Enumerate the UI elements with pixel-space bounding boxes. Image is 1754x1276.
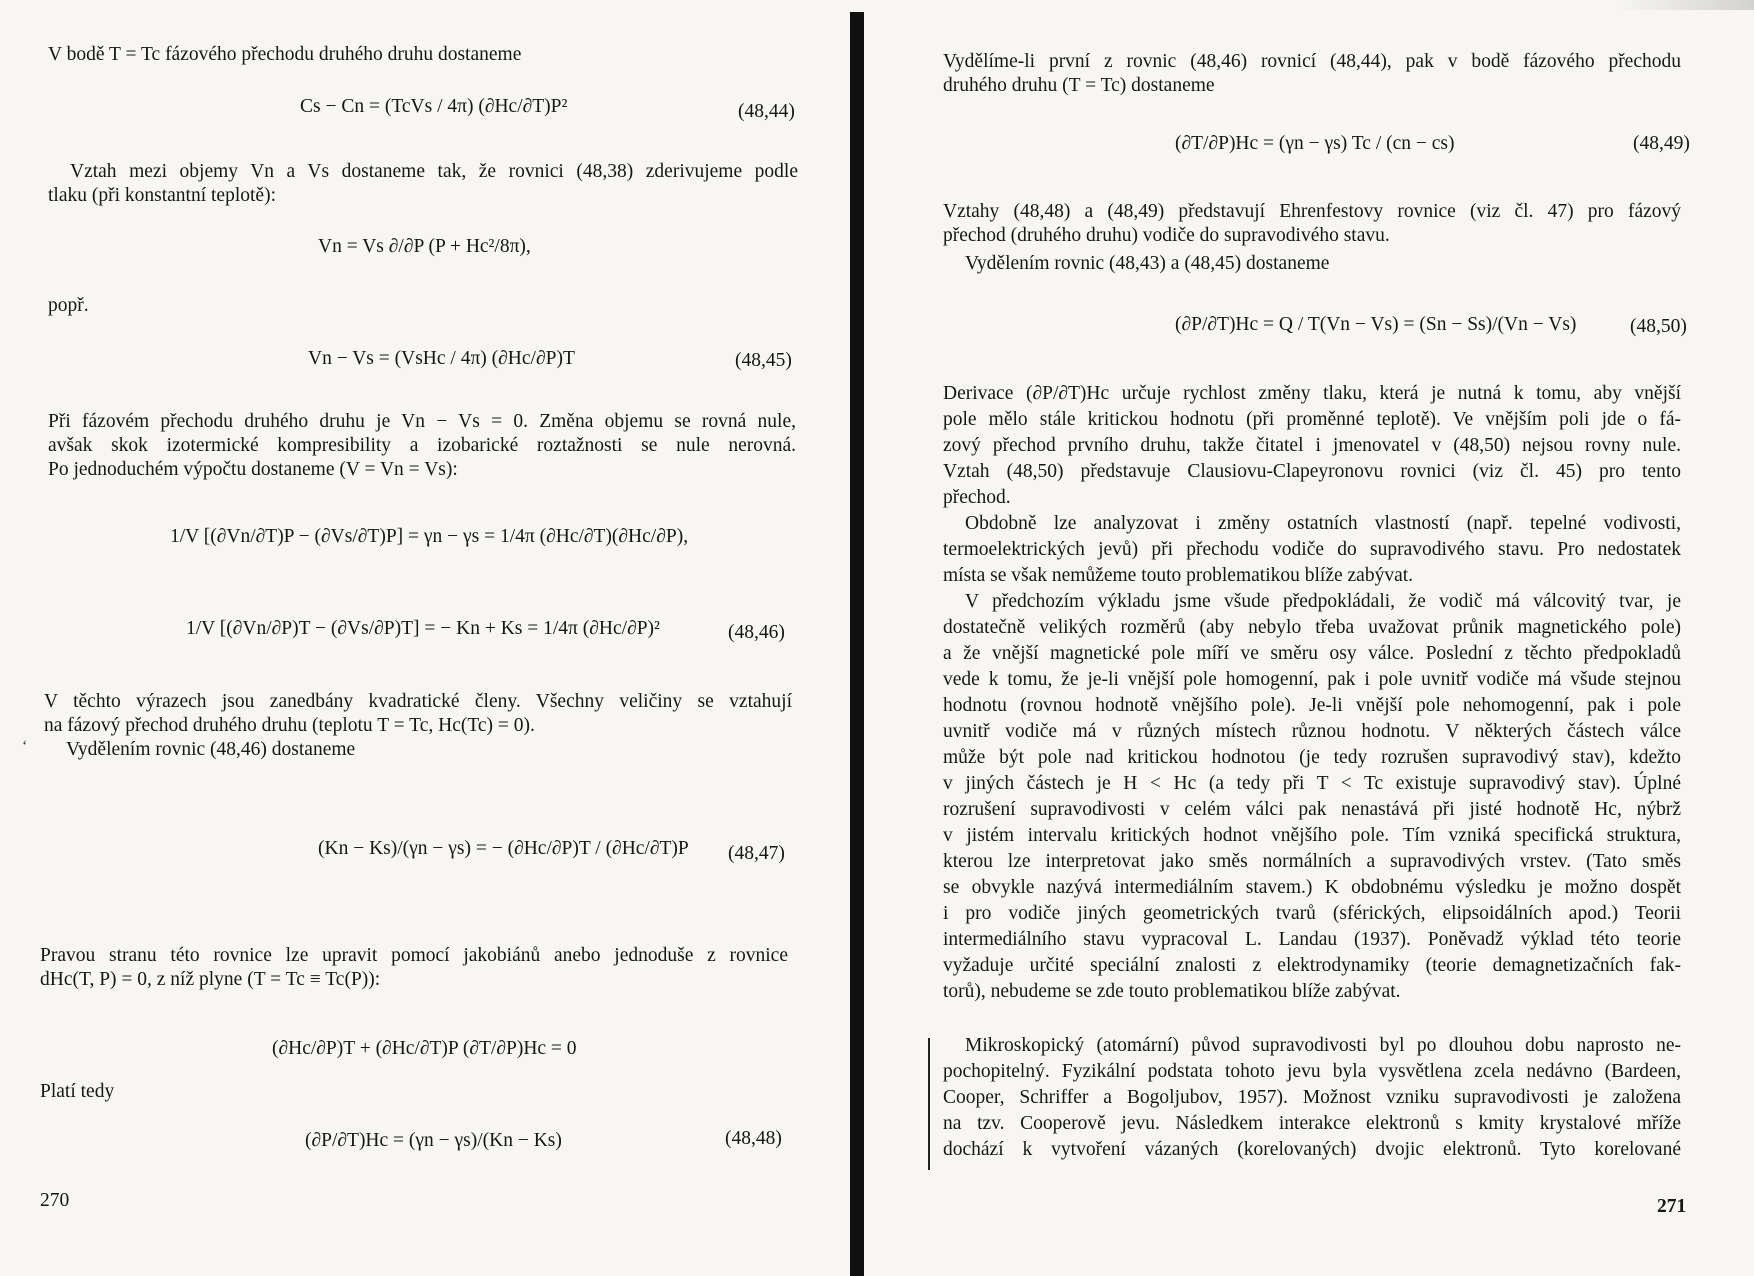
text-line: rozrušení supravodivosti v celém válci pak nenastává při jisté hodnotě Hc, nýbrž — [943, 799, 1681, 820]
equation-number: (48,46) — [728, 622, 785, 643]
text-line: i pro vodiče jiných geometrických tvarů (sférických, elipsoidálních apod.) Teorii — [943, 903, 1681, 924]
text-line: vyžaduje určité speciální znalosti z elektrodynamiky (teorie demagnetizačních fak- — [943, 955, 1681, 976]
text-line: na fázový přechod druhého druhu (teplotu T = Tc, Hc(Tc) = 0). — [44, 715, 535, 736]
equation: Vn = Vs ∂/∂P (P + Hc²/8π), — [318, 236, 531, 257]
text-line: přechod. — [943, 487, 1011, 508]
text-line: Vydělíme-li první z rovnic (48,46) rovnicí (48,44), pak v bodě fázového přechodu — [943, 51, 1681, 72]
equation-48-44: Cs − Cn = (TcVs / 4π) (∂Hc/∂T)P² — [300, 96, 568, 117]
text-line: V těchto výrazech jsou zanedbány kvadratické členy. Všechny veličiny se vztahují — [44, 691, 792, 712]
equation-number: (48,49) — [1633, 133, 1690, 154]
text-line: Po jednoduchém výpočtu dostaneme (V = Vn = Vs): — [48, 459, 458, 480]
margin-mark: ‘ — [22, 738, 28, 755]
equation-number: (48,47) — [728, 843, 785, 864]
text-line: dostatečně velikých rozměrů (aby nebylo třeba uvažovat průnik magnetického pole) — [943, 617, 1681, 638]
text-line: intermediálního stavu vypracoval L. Landau (1937). Poněvadž výklad této teorie — [943, 929, 1681, 950]
right-page — [875, 0, 1754, 1276]
text-line: pochopitelný. Fyzikální podstata tohoto jevu byla vysvětlena zcela nedávno (Bardeen, — [943, 1061, 1681, 1082]
text-line: Vztah (48,50) představuje Clausiovu-Clapeyronovu rovnici (viz čl. 45) pro tento — [943, 461, 1681, 482]
equation-48-45: Vn − Vs = (VsHc / 4π) (∂Hc/∂P)T — [308, 348, 575, 369]
text-line: kterou lze interpretovat jako směs normálních a supravodivých vrstev. (Tato směs — [943, 851, 1681, 872]
equation-48-49: (∂T/∂P)Hc = (γn − γs) Tc / (cn − cs) — [1175, 133, 1455, 154]
margin-bar — [928, 1038, 930, 1170]
text-line: Cooper, Schriffer a Bogoljubov, 1957). Možnost vzniku supravodivosti je založena — [943, 1087, 1681, 1108]
equation-48-46: 1/V [(∂Vn/∂P)T − (∂Vs/∂P)T] = − Kn + Ks = 1/4π (∂Hc/∂P)² — [186, 618, 660, 639]
equation-48-47: (Kn − Ks)/(γn − γs) = − (∂Hc/∂P)T / (∂Hc/∂T)P — [318, 838, 689, 859]
text-line: tlaku (při konstantní teplotě): — [48, 185, 276, 206]
text-line: V předchozím výkladu jsme všude předpokládali, že vodič má válcovitý tvar, je — [965, 591, 1681, 612]
equation-number: (48,45) — [735, 350, 792, 371]
text-line: Mikroskopický (atomární) původ supravodivosti byl po dlouhou dobu naprosto ne- — [965, 1035, 1681, 1056]
text-line: dochází k vytvoření vázaných (korelovaných) dvojic elektronů. Tyto korelované — [943, 1139, 1681, 1160]
text-line: v jistém intervalu kritických hodnot vnějšího pole. Tím vzniká specifická struktura, — [943, 825, 1681, 846]
page-number: 270 — [40, 1190, 70, 1211]
text-line: místa se však nemůžeme touto problematikou blíže zabývat. — [943, 565, 1414, 586]
equation-number: (48,44) — [738, 101, 795, 122]
equation-48-50: (∂P/∂T)Hc = Q / T(Vn − Vs) = (Sn − Ss)/(Vn − Vs) — [1175, 314, 1577, 335]
text-line: Při fázovém přechodu druhého druhu je Vn − Vs = 0. Změna objemu se rovná nule, — [48, 411, 796, 432]
equation-number: (48,50) — [1630, 316, 1687, 337]
equation: 1/V [(∂Vn/∂T)P − (∂Vs/∂T)P] = γn − γs = 1/4π (∂Hc/∂T)(∂Hc/∂P), — [170, 526, 689, 547]
text-line: Pravou stranu této rovnice lze upravit pomocí jakobiánů anebo jednoduše z rovnice — [40, 945, 788, 966]
text-line: popř. — [48, 295, 89, 316]
text-line: přechod (druhého druhu) vodiče do supravodivého stavu. — [943, 225, 1390, 246]
text-line: vede k tomu, že je-li vnější pole homogenní, pak i pole uvnitř vodiče má všude stejnou — [943, 669, 1681, 690]
text-line: torů), nebudeme se zde touto problematikou blíže zabývat. — [943, 981, 1401, 1002]
text-line: a že vnější magnetické pole míří ve směru osy válce. Poslední z těchto předpokladů — [943, 643, 1681, 664]
text-line: Vztahy (48,48) a (48,49) představují Ehrenfestovy rovnice (viz čl. 47) pro fázový — [943, 201, 1681, 222]
text-line: dHc(T, P) = 0, z níž plyne (T = Tc ≡ Tc(P)): — [40, 969, 381, 990]
equation-number: (48,48) — [725, 1128, 782, 1149]
text-line: termoelektrických jevů) při přechodu vodiče do supravodivého stavu. Pro nedostatek — [943, 539, 1681, 560]
text-line: avšak skok izotermické kompresibility a izobarické roztažnosti se nule nerovná. — [48, 435, 796, 456]
text-line: hodnotu (rovnou hodnotě vnějšího pole). Je-li vnější pole nehomogenní, pak i pole — [943, 695, 1681, 716]
text-line: pole mělo stále kritickou hodnotu (při proměnné teplotě). Ve vnějším poli jde o fá- — [943, 409, 1681, 430]
page-gutter — [850, 12, 864, 1276]
text-line: Vztah mezi objemy Vn a Vs dostaneme tak, že rovnici (48,38) zderivujeme podle — [70, 161, 798, 182]
text-line: druhého druhu (T = Tc) dostaneme — [943, 75, 1215, 96]
text-line: Derivace (∂P/∂T)Hc určuje rychlost změny tlaku, která je nutná k tomu, aby vnější — [943, 383, 1681, 404]
text-line: Platí tedy — [40, 1081, 115, 1102]
scan-edge — [1614, 0, 1754, 10]
page-number: 271 — [1657, 1196, 1687, 1217]
text-line: se obvykle nazývá intermediálním stavem.) K obdobnému výsledku je možno dospět — [943, 877, 1681, 898]
text-line: může být pole nad kritickou hodnotou (je tedy rozrušen supravodivý stav), kdežto — [943, 747, 1681, 768]
equation: (∂Hc/∂P)T + (∂Hc/∂T)P (∂T/∂P)Hc = 0 — [272, 1038, 577, 1059]
text-line: Vydělením rovnic (48,43) a (48,45) dostaneme — [965, 253, 1330, 274]
left-page — [0, 0, 850, 1276]
text-line: na tzv. Cooperově jevu. Následkem interakce elektronů s kmity krystalové mříže — [943, 1113, 1681, 1134]
text-line: uvnitř vodiče má v různých místech různou hodnotu. V některých částech válce — [943, 721, 1681, 742]
text-line: V bodě T = Tc fázového přechodu druhého druhu dostaneme — [48, 44, 522, 65]
text-line: Obdobně lze analyzovat i změny ostatních vlastností (např. tepelné vodivosti, — [965, 513, 1681, 534]
text-line: zový přechod prvního druhu, takže čitatel i jmenovatel v (48,50) nejsou rovny nule. — [943, 435, 1681, 456]
text-line: v jiných částech je H < Hc (a tedy při T < Tc existuje supravodivý stav). Úplné — [943, 773, 1681, 794]
text-line: Vydělením rovnic (48,46) dostaneme — [66, 739, 356, 760]
equation-48-48: (∂P/∂T)Hc = (γn − γs)/(Kn − Ks) — [305, 1130, 562, 1151]
